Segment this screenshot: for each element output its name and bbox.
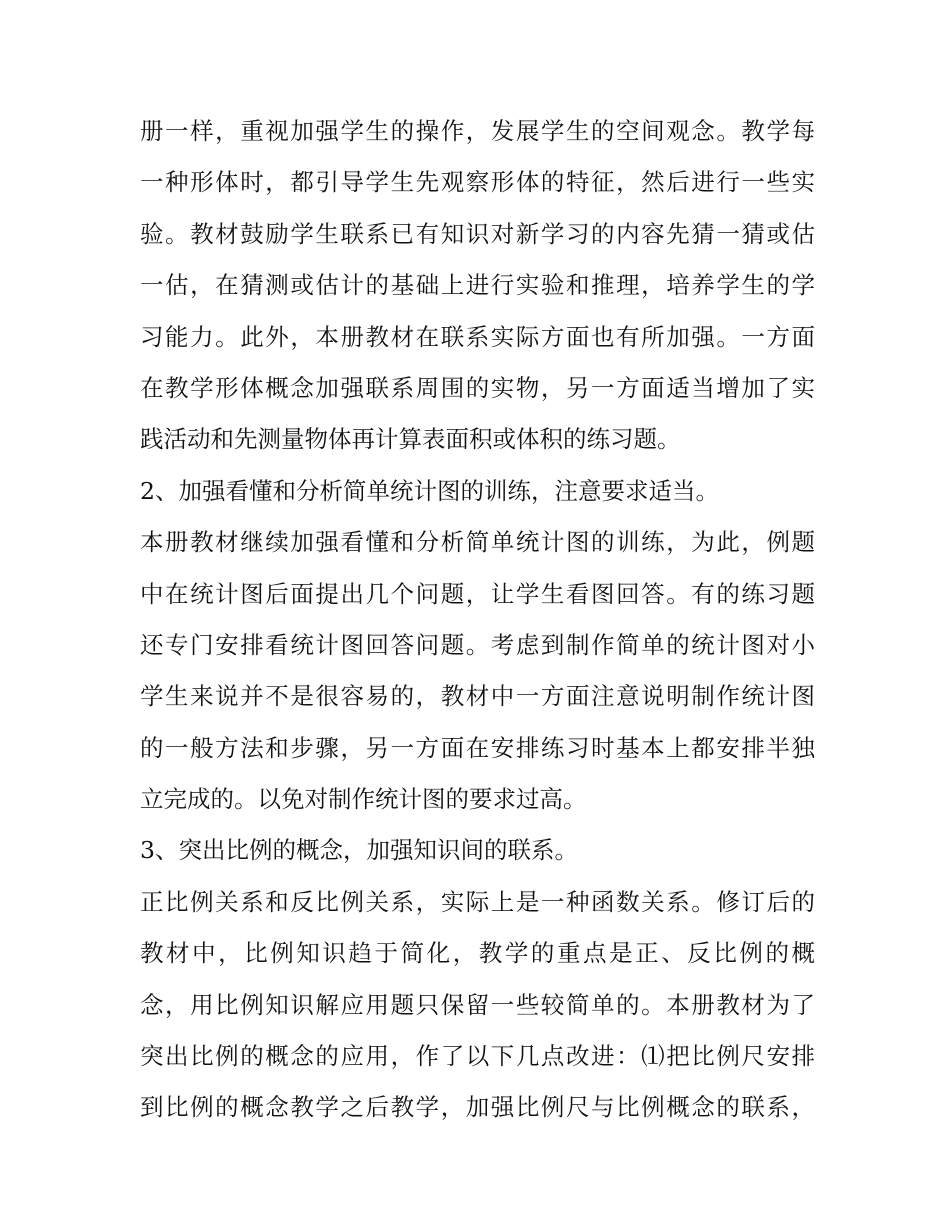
text-line: 还专门安排看统计图回答问题。考虑到制作简单的统计图对小 xyxy=(140,630,815,659)
text-line: 中在统计图后面提出几个问题，让学生看图回答。有的练习题 xyxy=(140,579,815,608)
text-line: 教材中，比例知识趋于简化，教学的重点是正、反比例的概 xyxy=(140,939,815,968)
text-line: 的一般方法和步骤，另一方面在安排练习时基本上都安排半独 xyxy=(140,733,815,762)
text-line: 践活动和先测量物体再计算表面积或体积的练习题。 xyxy=(140,425,681,454)
section-heading: 3、突出比例的概念，加强知识间的联系。 xyxy=(140,836,578,865)
text-line: 念，用比例知识解应用题只保留一些较简单的。本册教材为了 xyxy=(140,990,815,1019)
text-line: 习能力。此外，本册教材在联系实际方面也有所加强。一方面 xyxy=(140,322,815,351)
text-line: 验。教材鼓励学生联系已有知识对新学习的内容先猜一猜或估 xyxy=(140,219,815,248)
text-line: 学生来说并不是很容易的，教材中一方面注意说明制作统计图 xyxy=(140,682,815,711)
text-line: 在教学形体概念加强联系周围的实物，另一方面适当增加了实 xyxy=(140,373,815,402)
text-line: 突出比例的概念的应用，作了以下几点改进：⑴把比例尺安排 xyxy=(140,1042,815,1071)
text-line: 册一样，重视加强学生的操作，发展学生的空间观念。教学每 xyxy=(140,117,815,145)
text-line: 本册教材继续加强看懂和分析简单统计图的训练，为此，例题 xyxy=(140,528,815,557)
text-line: 一估，在猜测或估计的基础上进行实验和推理，培养学生的学 xyxy=(140,271,815,300)
section-heading: 2、加强看懂和分析简单统计图的训练，注意要求适当。 xyxy=(140,476,719,505)
text-line: 立完成的。以免对制作统计图的要求过高。 xyxy=(140,785,587,814)
text-line: 到比例的概念教学之后教学，加强比例尺与比例概念的联系， xyxy=(140,1093,815,1122)
document-body xyxy=(140,106,815,1134)
text-line: 正比例关系和反比例关系，实际上是一种函数关系。修订后的 xyxy=(140,887,815,916)
text-line: 一种形体时，都引导学生先观察形体的特征，然后进行一些实 xyxy=(140,168,815,197)
